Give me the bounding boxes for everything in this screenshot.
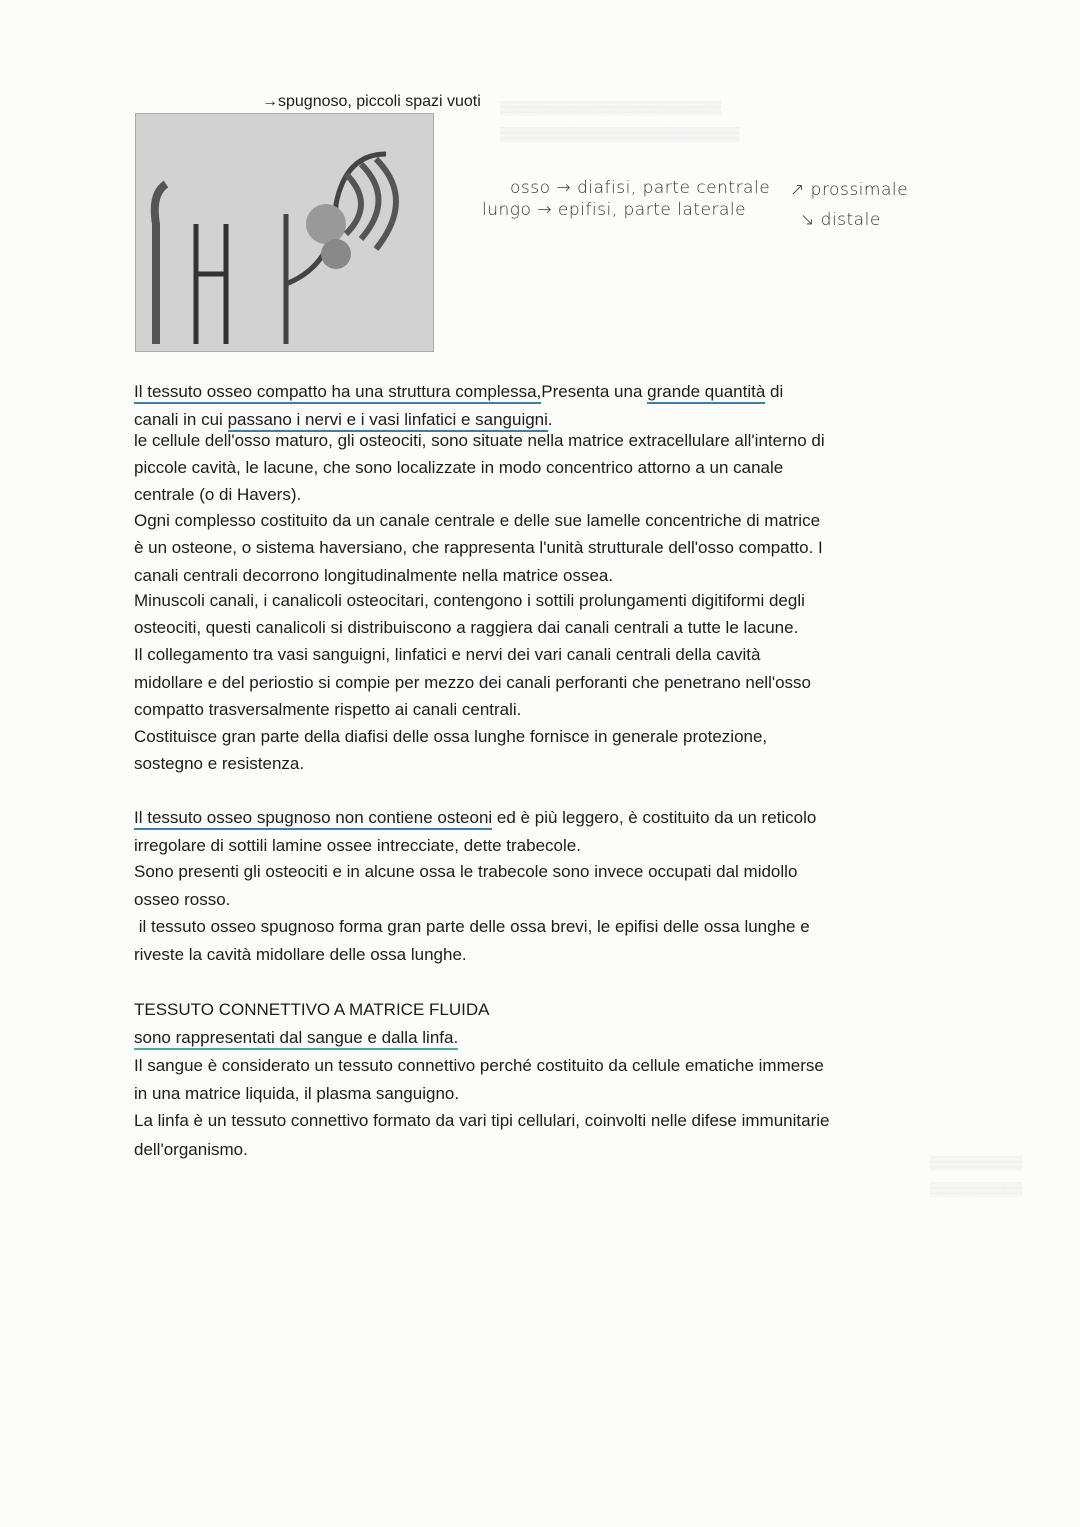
paragraph-line: Sono presenti gli osteociti e in alcune ossa le trabecole sono invece occupati dal midollo (134, 862, 798, 881)
paragraph-line: dell'organismo. (134, 1140, 248, 1159)
paragraph-line: osseo rosso. (134, 890, 231, 909)
paragraph-line: in una matrice liquida, il plasma sanguigno. (134, 1084, 460, 1103)
paragraph-line (134, 1028, 458, 1048)
paragraph-line: compatto trasversalmente rispetto ai canali centrali. (134, 700, 522, 719)
bleed-through-text: ▒▒▒▒▒▒▒▒▒▒▒▒▒▒▒▒▒▒▒▒▒▒▒▒ ▒▒▒▒▒▒▒▒▒▒▒▒▒▒▒▒▒▒▒▒▒▒▒▒▒▒ (500, 100, 740, 141)
paragraph-line: osteociti, questi canalicoli si distribuiscono a raggiera dai canali centrali a tutte le lacune. (134, 618, 799, 637)
underlined-text: passano i nervi e i vasi linfatici e sanguigni (228, 410, 548, 432)
paragraph-line: centrale (o di Havers). (134, 485, 302, 504)
paragraph-line: midollare e del periostio si compie per mezzo dei canali perforanti che penetrano nell'osso (134, 673, 812, 692)
bone-structure-diagram (135, 113, 434, 352)
paragraph-line: è un osteone, o sistema haversiano, che rappresenta l'unità strutturale dell'osso compatto. I (134, 538, 823, 557)
paragraph-line (134, 382, 783, 402)
text: canali in cui (134, 410, 228, 429)
paragraph-line: La linfa è un tessuto connettivo formato da vari tipi cellulari, coinvolti nelle difese immunitarie (134, 1111, 830, 1130)
paragraph-line (134, 808, 816, 828)
paragraph-line: Il sangue è considerato un tessuto connettivo perché costituito da cellule ematiche immerse (134, 1056, 824, 1075)
handwritten-note-line1: osso → diafisi, parte centrale (510, 178, 771, 198)
paragraph-line: Costituisce gran parte della diafisi delle ossa lunghe fornisce in generale protezione, (134, 727, 768, 746)
paragraph-line: il tessuto osseo spugnoso forma gran parte delle ossa brevi, le epifisi delle ossa lunghe e (134, 917, 810, 936)
underlined-text: Il tessuto osseo compatto ha una struttura complessa, (134, 382, 541, 404)
text: Presenta una (541, 382, 648, 401)
underlined-text: sono rappresentati dal sangue e dalla linfa. (134, 1028, 458, 1050)
paragraph-line: le cellule dell'osso maturo, gli osteociti, sono situate nella matrice extracellulare all'interno di (134, 431, 825, 450)
handwritten-branch-distal: ↘ distale (800, 210, 881, 230)
figure-caption: →spugnoso, piccoli spazi vuoti (262, 93, 481, 110)
paragraph-line: sostegno e resistenza. (134, 754, 305, 773)
paragraph-line: canali centrali decorrono longitudinalmente nella matrice ossea. (134, 566, 614, 585)
paragraph-line: Ogni complesso costituito da un canale centrale e delle sue lamelle concentriche di matrice (134, 511, 821, 530)
text: di (765, 382, 784, 401)
section-heading: TESSUTO CONNETTIVO A MATRICE FLUIDA (134, 1000, 490, 1019)
text: ed è più leggero, è costituito da un reticolo (492, 808, 817, 827)
paragraph-line: Minuscoli canali, i canalicoli osteocitari, contengono i sottili prolungamenti digitiformi degli (134, 591, 805, 610)
paragraph-line (134, 410, 553, 430)
paragraph-line: piccole cavità, le lacune, che sono localizzate in modo concentrico attorno a un canale (134, 458, 784, 477)
handwritten-branch-proximal: ↗ prossimale (790, 180, 909, 200)
text: . (547, 410, 553, 429)
paragraph-line: irregolare di sottili lamine ossee intrecciate, dette trabecole. (134, 836, 581, 855)
handwritten-note-line2: lungo → epifisi, parte laterale (482, 200, 747, 220)
paragraph-line: Il collegamento tra vasi sanguigni, linfatici e nervi dei vari canali centrali della cavità (134, 645, 761, 664)
bleed-through-text: ▒▒▒▒▒▒▒▒▒▒ ▒▒▒▒▒▒▒▒▒▒ (930, 1155, 1023, 1196)
underlined-text: grande quantità (647, 382, 765, 404)
underlined-text: Il tessuto osseo spugnoso non contiene osteoni (134, 808, 492, 830)
paragraph-line: riveste la cavità midollare delle ossa lunghe. (134, 945, 467, 964)
